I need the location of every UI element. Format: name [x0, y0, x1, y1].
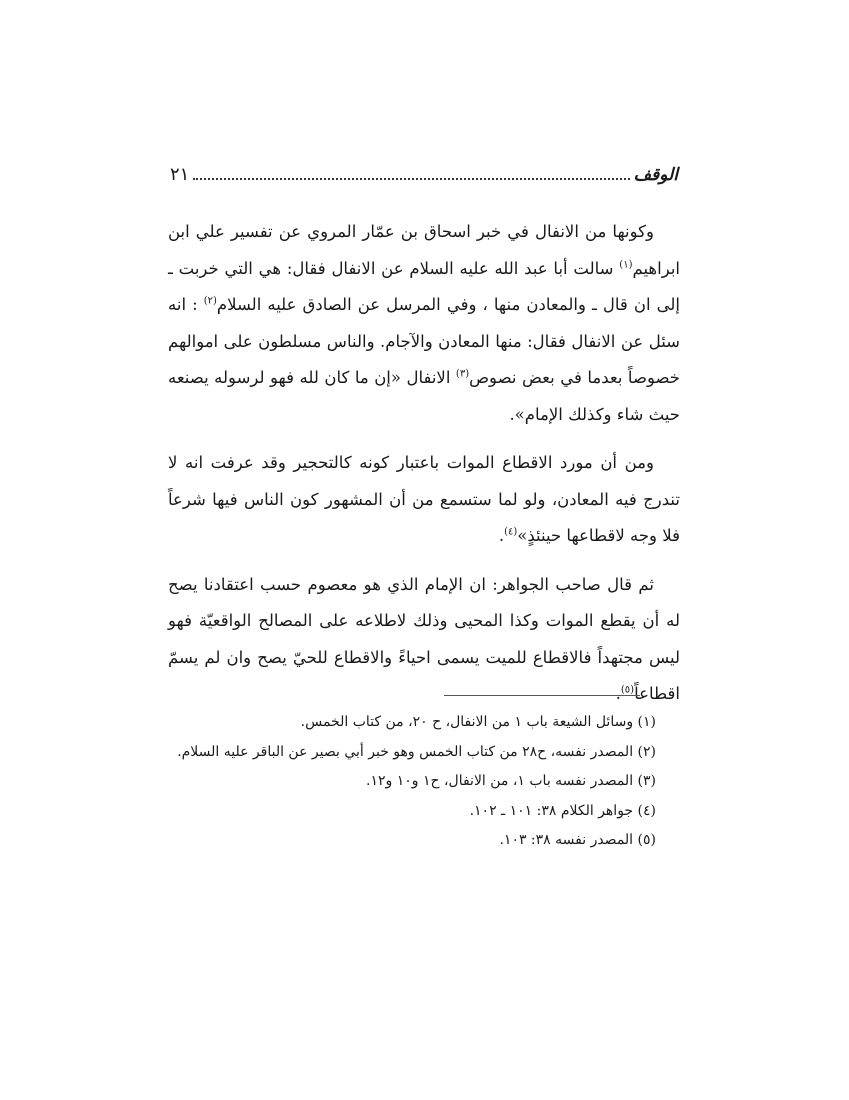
- text-segment: .: [615, 684, 621, 703]
- footnote: (٥) المصدر نفسه ٣٨: ١٠٣.: [499, 832, 656, 848]
- text-segment: .: [498, 526, 505, 545]
- footnotes: [177, 708, 656, 856]
- text-segment: الانفال «إن ما كان لله فهو لرسوله يصنعه حيث شاء وكذلك الإمام».: [168, 368, 680, 424]
- text-segment: سالت أبا عبد الله عليه السلام عن الانفال فقال: هي التي خربت ـ إلى ان قال ـ والمعادن منها ، وفي المرسل عن الصادق عليه السلام: [168, 258, 680, 314]
- text-segment: وكونها من الانفال في خبر اسحاق بن عمّار المروي عن تفسير علي ابن ابراهيم: [168, 222, 680, 278]
- footnote-ref: (٢): [203, 295, 217, 307]
- text-segment: ومن أن مورد الاقطاع الموات باعتبار كونه كالتحجير وقد عرفت انه لا تندرج فيه المعادن، ولو لما ستسمع من أن المشهور كون الناس فيها شرعاً فلا وجه لاقطاعها حينئذٍ»: [168, 453, 680, 545]
- footnote: (٣) المصدر نفسه باب ١، من الانفال، ح١ و١٠ و١٢.: [366, 773, 656, 789]
- paragraph: [168, 445, 680, 555]
- footnote-ref: (٣): [455, 368, 470, 380]
- footnote: (٤) جواهر الكلام ٣٨: ١٠١ ـ ١٠٢.: [469, 802, 656, 819]
- chapter-title: الوقف: [633, 165, 678, 185]
- header-dot-leader: [193, 178, 629, 180]
- footnote-separator: [444, 695, 640, 696]
- footnote: (٢) المصدر نفسه، ح٢٨ من كتاب الخمس وهو خبر أبي بصير عن الباقر عليه السلام.: [177, 743, 656, 760]
- footnote-ref: (٤): [504, 526, 518, 538]
- main-text: [168, 214, 680, 725]
- footnote-ref: (١): [619, 259, 633, 270]
- paragraph: [168, 214, 680, 433]
- page-number: ٢١: [170, 164, 190, 185]
- paragraph: [168, 567, 680, 713]
- running-header: [170, 155, 678, 185]
- footnote: (١) وسائل الشيعة باب ١ من الانفال، ح ٢٠، من كتاب الخمس.: [300, 714, 656, 730]
- footnote-ref: (٥): [620, 684, 635, 696]
- text-segment: : انه سئل عن الانفال فقال: منها المعادن والآجام. والناس مسلطون على اموالهم خصوصاً بعدما في بعض نصوص: [168, 295, 680, 387]
- text-segment: ثم قال صاحب الجواهر: ان الإمام الذي هو معصوم حسب اعتقادنا يصح له أن يقطع الموات وكذا المحيى وذلك لاطلاعه على المصالح الواقعيّة فهو ليس مجتهداً فالاقطاع للميت يسمى احياءً والاقطاع للحيّ يصح وان لم يسمّ اقطاعاً: [168, 574, 680, 703]
